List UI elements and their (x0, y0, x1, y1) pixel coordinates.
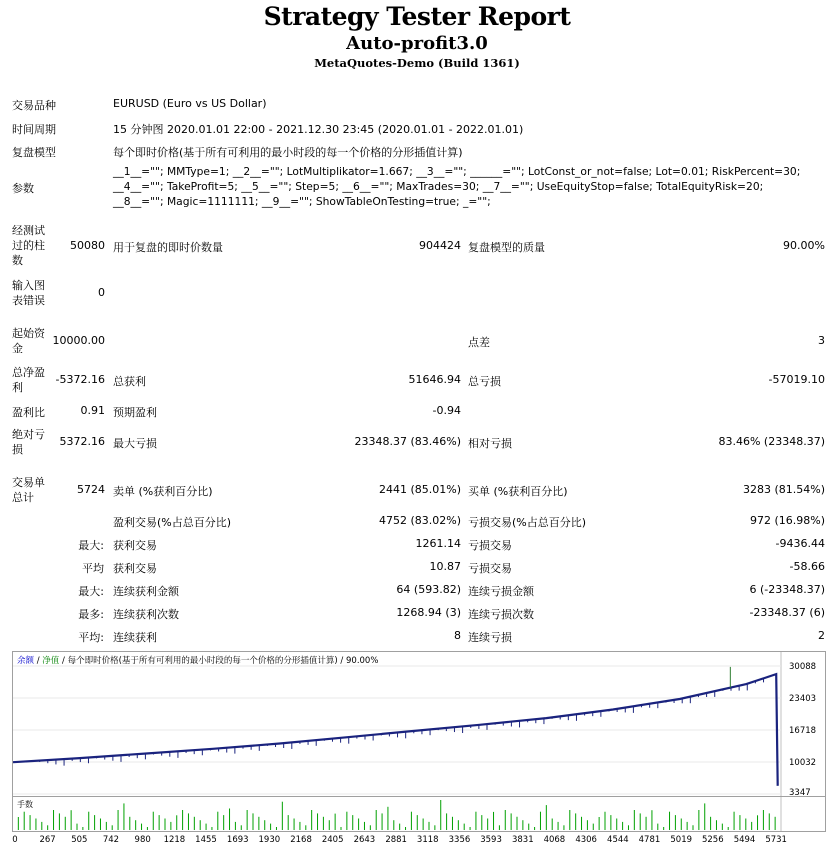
y-tick-label: 10032 (789, 758, 817, 769)
x-tick-label: 2405 (321, 835, 344, 845)
max-drawdown-value: 23348.37 (83.46%) (354, 435, 461, 448)
rel-drawdown-value: 83.46% (23348.37) (718, 435, 825, 448)
x-tick-label: 3356 (448, 835, 471, 845)
bars-value: 50080 (70, 239, 105, 252)
volume-chart-svg (13, 797, 825, 831)
params-line-3: __8__=""; Magic=1111111; __9__=""; ShowTableOnTesting=true; _=""; (113, 195, 491, 208)
stats-value: -9436.44 (775, 537, 825, 550)
short-trades-value: 2441 (85.01%) (378, 483, 461, 496)
total-trades-label: 交易单 总计 (12, 476, 45, 504)
errors-value: 0 (98, 286, 105, 299)
x-tick-label: 267 (39, 835, 56, 845)
stats-label: 获利交易 (113, 562, 157, 575)
net-profit-label: 总净盈 利 (12, 366, 45, 394)
period-label: 时间周期 (12, 123, 56, 136)
x-tick-label: 1930 (258, 835, 281, 845)
bars-label: 经测试 过的柱 数 (12, 224, 45, 267)
stats-value: 1261.14 (415, 537, 461, 550)
stats-value: -23348.37 (6) (749, 606, 825, 619)
stats-label: 连续获利金额 (113, 585, 179, 598)
stats-label: 亏损交易 (468, 539, 512, 552)
profit-factor-label: 盈利比 (12, 406, 45, 419)
gross-loss-label: 总亏损 (468, 375, 501, 388)
profit-trades-label: 盈利交易(%占总百分比) (113, 516, 232, 529)
stats-value: 1268.94 (3) (396, 606, 461, 619)
stats-value: 10.87 (429, 560, 461, 573)
x-tick-label: 0 (12, 835, 18, 845)
profit-trades-value: 4752 (83.02%) (378, 514, 461, 527)
ticks-value: 904424 (419, 239, 461, 252)
max-drawdown-label: 最大亏损 (113, 437, 157, 450)
stats-value: -58.66 (789, 560, 825, 573)
ticks-label: 用于复盘的即时价数量 (113, 241, 223, 254)
y-tick-label: 30088 (789, 662, 817, 672)
expected-payoff-value: -0.94 (432, 404, 461, 417)
period-value: 15 分钟图 2020.01.01 22:00 - 2021.12.30 23:45 (2020.01.01 - 2022.01.01) (113, 123, 524, 136)
stats-value: 2 (818, 629, 825, 642)
volume-label: 手数 (17, 800, 33, 809)
balance-chart-svg (13, 652, 825, 796)
loss-trades-value: 972 (16.98%) (749, 514, 825, 527)
params-line-1: __1__=""; MMType=1; __2__=""; LotMultiplikator=1.667; __3__=""; ______=""; LotConst_or_not=false; Lot=0.01; RiskPercent=30; (113, 165, 801, 178)
stats-label: 连续亏损金额 (468, 585, 534, 598)
total-trades-value: 5724 (77, 483, 105, 496)
symbol-value: EURUSD (Euro vs US Dollar) (113, 97, 267, 110)
errors-label: 输入图 表错误 (12, 279, 45, 307)
x-tick-label: 5256 (701, 835, 724, 845)
chart-legend: 余额 / 净值 / 每个即时价格(基于所有可利用的最小时段的每一个价格的分形插值计算) / 90.00% (17, 656, 379, 666)
stats-value: 64 (593.82) (396, 583, 461, 596)
y-tick-label: 3347 (789, 788, 811, 796)
legend-balance: 余额 (17, 656, 35, 666)
spread-value: 3 (818, 334, 825, 347)
stats-value: 6 (-23348.37) (749, 583, 825, 596)
profit-factor-value: 0.91 (80, 404, 105, 417)
stats-value: 8 (454, 629, 461, 642)
expert-name: Auto-profit3.0 (346, 33, 488, 54)
y-tick-label: 23403 (789, 693, 817, 704)
params-line-2: __4__=""; TakeProfit=5; __5__=""; Step=5; __6__=""; MaxTrades=30; __7__=""; UseEquityStop=false; TotalEquityRisk=20; (113, 180, 764, 193)
x-tick-label: 4068 (543, 835, 566, 845)
stats-label: 亏损交易 (468, 562, 512, 575)
stats-label: 连续获利次数 (113, 608, 179, 621)
balance-chart (12, 651, 826, 797)
stats-prefix: 平均 (82, 562, 104, 575)
stats-prefix: 最多: (78, 608, 104, 621)
expected-payoff-label: 预期盈利 (113, 406, 157, 419)
rel-drawdown-label: 相对亏损 (468, 437, 512, 450)
quality-label: 复盘模型的质量 (468, 241, 545, 254)
stats-label: 获利交易 (113, 539, 157, 552)
x-tick-label: 1218 (163, 835, 186, 845)
legend-equity: 净值 (42, 656, 60, 666)
gross-profit-value: 51646.94 (408, 373, 461, 386)
x-axis (0, 831, 834, 849)
y-tick-label: 16718 (789, 725, 817, 736)
model-label: 复盘模型 (12, 146, 56, 159)
model-value: 每个即时价格(基于所有可利用的最小时段的每一个价格的分形插值计算) (113, 146, 463, 159)
deposit-label: 起始资 金 (12, 327, 45, 355)
x-tick-label: 505 (71, 835, 88, 845)
x-tick-label: 1455 (195, 835, 217, 845)
x-tick-label: 5494 (733, 835, 756, 845)
x-tick-label: 3593 (480, 835, 502, 845)
x-tick-label: 3118 (416, 835, 439, 845)
x-tick-label: 4306 (575, 835, 597, 845)
stats-prefix: 最大: (78, 585, 104, 598)
net-profit-value: -5372.16 (55, 373, 105, 386)
stats-label: 连续亏损次数 (468, 608, 534, 621)
deposit-value: 10000.00 (52, 334, 105, 347)
gross-loss-value: -57019.10 (768, 373, 825, 386)
long-trades-value: 3283 (81.54%) (742, 483, 825, 496)
x-tick-label: 4544 (607, 835, 629, 845)
x-tick-label: 2168 (290, 835, 312, 845)
params-label: 参数 (12, 182, 34, 195)
stats-label: 连续亏损 (468, 631, 512, 644)
legend-model: 每个即时价格(基于所有可利用的最小时段的每一个价格的分形插值计算) / 90.00% (67, 656, 379, 666)
x-tick-label: 980 (134, 835, 151, 845)
x-tick-label: 5019 (670, 835, 693, 845)
x-tick-label: 4781 (638, 835, 661, 845)
x-tick-label: 1693 (226, 835, 249, 845)
long-trades-label: 买单 (%获利百分比) (468, 485, 568, 498)
x-tick-label: 5731 (765, 835, 787, 845)
spread-label: 点差 (468, 336, 490, 349)
x-tick-label: 742 (102, 835, 120, 845)
server-build: MetaQuotes-Demo (Build 1361) (314, 56, 520, 70)
x-tick-label: 3831 (511, 835, 534, 845)
symbol-label: 交易品种 (12, 99, 56, 112)
abs-drawdown-label: 绝对亏 损 (12, 428, 45, 456)
volume-chart (12, 796, 826, 832)
short-trades-label: 卖单 (%获利百分比) (113, 485, 213, 498)
loss-trades-label: 亏损交易(%占总百分比) (468, 516, 587, 529)
stats-prefix: 最大: (78, 539, 104, 552)
x-tick-label: 2881 (385, 835, 407, 845)
stats-label: 连续获利 (113, 631, 157, 644)
quality-value: 90.00% (783, 239, 825, 252)
x-tick-label: 2643 (353, 835, 376, 845)
abs-drawdown-value: 5372.16 (59, 435, 105, 448)
gross-profit-label: 总获利 (113, 375, 146, 388)
stats-prefix: 平均: (78, 631, 104, 644)
report-title: Strategy Tester Report (263, 2, 571, 31)
